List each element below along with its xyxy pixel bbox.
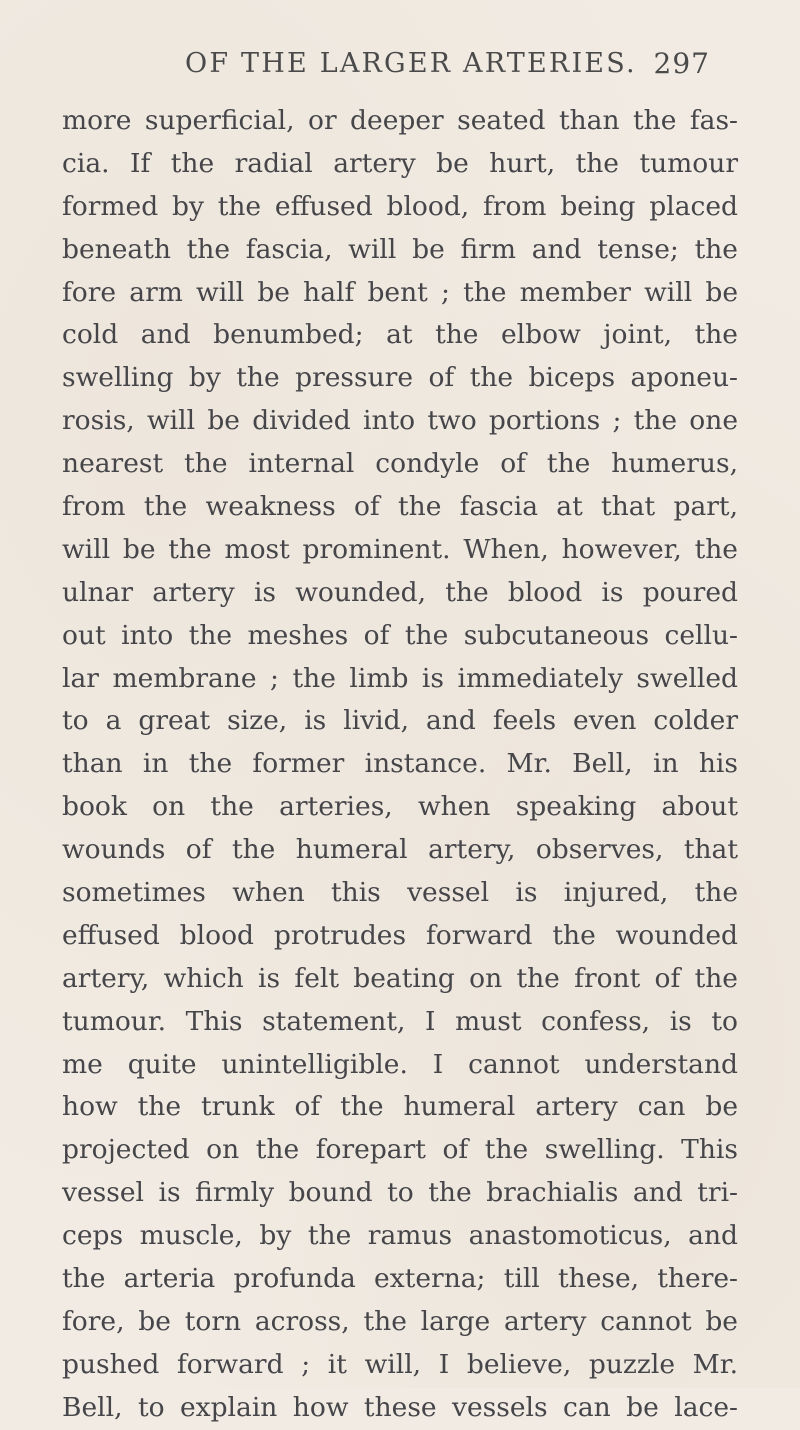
text-line: artery, which is felt beating on the front of the	[62, 962, 738, 994]
text-line: ulnar artery is wounded, the blood is poured	[62, 576, 738, 608]
text-line: formed by the effused blood, from being placed	[62, 190, 738, 222]
running-head	[185, 48, 710, 88]
text-line: projected on the forepart of the swelling. This	[62, 1134, 738, 1166]
text-line: how the trunk of the humeral artery can be	[62, 1091, 738, 1123]
text-line: tumour. This statement, I must confess, is to	[62, 1005, 738, 1037]
text-line: beneath the fascia, will be firm and tense; the	[62, 233, 738, 265]
text-line: effused blood protrudes forward the wounded	[62, 919, 738, 951]
text-line: the arteria profunda externa; till these, there-	[62, 1263, 738, 1295]
text-line: book on the arteries, when speaking about	[62, 791, 738, 823]
text-line: nearest the internal condyle of the humerus,	[62, 448, 738, 480]
text-line: will be the most prominent. When, however, the	[62, 533, 738, 565]
text-line: pushed forward ; it will, I believe, puzzle Mr.	[62, 1348, 738, 1380]
text-line: rosis, will be divided into two portions ; the one	[62, 405, 738, 437]
text-line: fore arm will be half bent ; the member will be	[62, 276, 738, 308]
text-line: Bell, to explain how these vessels can be lace-	[62, 1391, 738, 1423]
text-line: out into the meshes of the subcutaneous cellu-	[62, 619, 738, 651]
text-line: more superficial, or deeper seated than the fas-	[62, 105, 738, 136]
text-line: vessel is firmly bound to the brachialis and tri-	[62, 1177, 738, 1209]
body-text	[62, 100, 738, 1430]
text-line: swelling by the pressure of the biceps aponeu-	[62, 362, 738, 394]
text-line: cia. If the radial artery be hurt, the tumour	[62, 147, 738, 179]
text-line: ceps muscle, by the ramus anastomoticus, and	[62, 1220, 738, 1252]
running-head-title: OF THE LARGER ARTERIES.	[185, 48, 637, 79]
text-line: from the weakness of the fascia at that part,	[62, 491, 738, 523]
text-line: sometimes when this vessel is injured, the	[62, 877, 738, 909]
text-line: me quite unintelligible. I cannot understand	[62, 1048, 738, 1080]
text-line: fore, be torn across, the large artery cannot be	[62, 1305, 738, 1337]
text-line: to a great size, is livid, and feels even colder	[62, 705, 738, 737]
text-line: cold and benumbed; at the elbow joint, the	[62, 319, 738, 351]
text-line: lar membrane ; the limb is immediately swelled	[62, 662, 738, 694]
page-number: 297	[653, 47, 710, 80]
text-line: wounds of the humeral artery, observes, that	[62, 834, 738, 866]
text-line: than in the former instance. Mr. Bell, in his	[62, 748, 738, 780]
